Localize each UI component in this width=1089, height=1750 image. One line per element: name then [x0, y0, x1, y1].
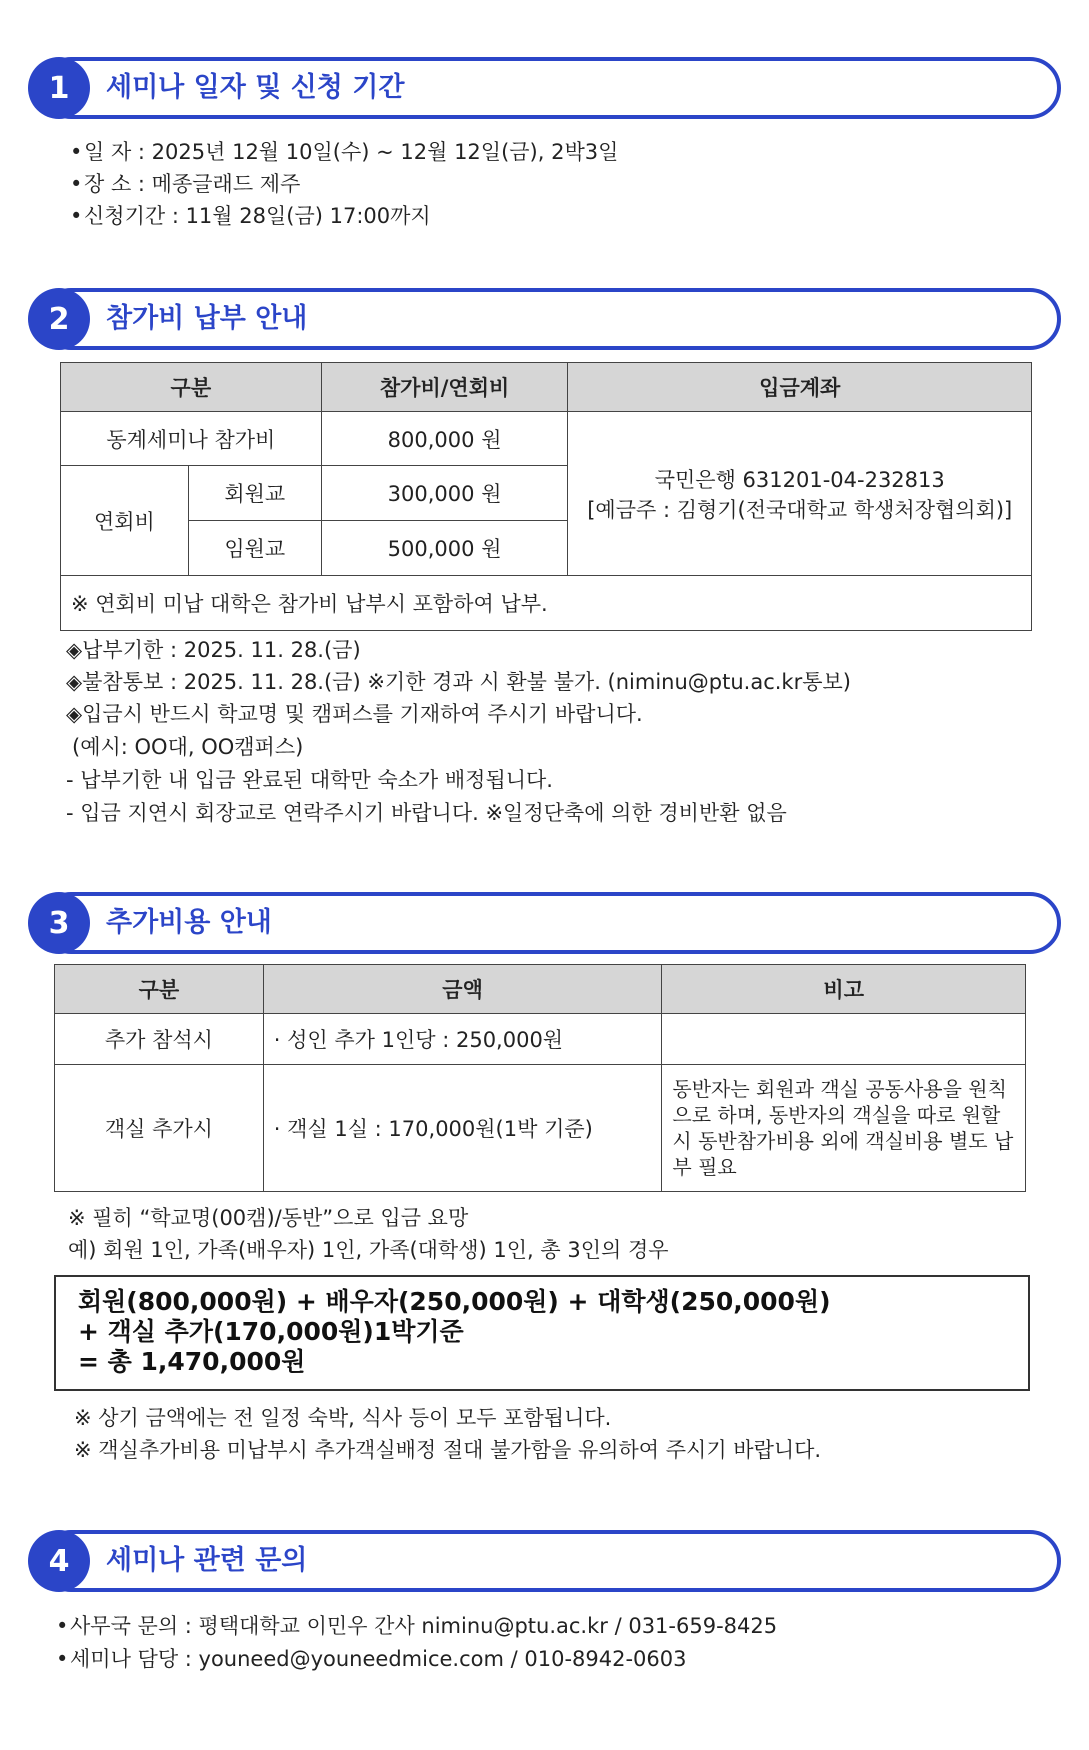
header-category: 구분: [55, 965, 264, 1014]
extra-room-amount: · 객실 1실 : 170,000원(1박 기준): [263, 1065, 662, 1192]
seminar-fee-label: 동계세미나 참가비: [61, 412, 322, 466]
executive-school-value: 500,000 원: [321, 521, 568, 576]
account-info: [568, 412, 1032, 576]
section-4-header: [28, 1530, 1061, 1592]
deposit-example: (예시: OO대, OO캠퍼스): [72, 735, 304, 759]
header-fee: 참가비/연회비: [321, 363, 568, 412]
account-holder: [예금주 : 김형기(전국대학교 학생처장협의회)]: [587, 497, 1013, 522]
member-school-label: 회원교: [188, 466, 321, 521]
section-number: 2: [28, 288, 90, 350]
extra-attendee-label: 추가 참석시: [55, 1014, 264, 1065]
section-2-header: [28, 288, 1061, 350]
example-intro: 예) 회원 1인, 가족(배우자) 1인, 가족(대학생) 1인, 총 3인의 경우: [68, 1238, 669, 1262]
header-account: 입금계좌: [568, 363, 1032, 412]
example-total: = 총 1,470,000원: [78, 1347, 306, 1376]
section-number: 3: [28, 892, 90, 954]
header-amount: 금액: [263, 965, 662, 1014]
late-payment-note: - 입금 지연시 회장교로 연락주시기 바랍니다. ※일정단축에 의한 경비반환 없음: [66, 801, 787, 825]
annual-fee-label: 연회비: [61, 466, 189, 576]
application-period-line: •신청기간 : 11월 28일(금) 17:00까지: [70, 204, 431, 228]
date-line: •일 자 : 2025년 12월 10일(수) ~ 12월 12일(금), 2박3일: [70, 140, 619, 164]
venue-line: •장 소 : 메종글래드 제주: [70, 172, 301, 196]
section-number: 1: [28, 57, 90, 119]
room-warning-note: ※ 객실추가비용 미납부시 추가객실배정 절대 불가함을 유의하여 주시기 바랍니다.: [74, 1438, 822, 1462]
section-number: 4: [28, 1530, 90, 1592]
seminar-fee-value: 800,000 원: [321, 412, 568, 466]
member-school-value: 300,000 원: [321, 466, 568, 521]
section-title: 세미나 관련 문의: [106, 1545, 308, 1576]
extra-room-remark: 동반자는 회원과 객실 공동사용을 원칙으로 하며, 동반자의 객실을 따로 원할시 동반참가비용 외에 객실비용 별도 납부 필요: [662, 1065, 1026, 1192]
calculation-example-box: [54, 1275, 1030, 1391]
additional-cost-table: [54, 964, 1026, 1192]
inclusion-note: ※ 상기 금액에는 전 일정 숙박, 식사 등이 모두 포함됩니다.: [74, 1406, 612, 1430]
deposit-name-note: ※ 필히 “학교명(00캠)/동반”으로 입금 요망: [68, 1206, 469, 1230]
section-title: 추가비용 안내: [106, 907, 272, 938]
accommodation-note: - 납부기한 내 입금 완료된 대학만 숙소가 배정됩니다.: [66, 768, 553, 792]
extra-room-label: 객실 추가시: [55, 1065, 264, 1192]
section-1-header: [28, 57, 1061, 119]
seminar-contact: •세미나 담당 : youneed@youneedmice.com / 010-8942-0603: [56, 1647, 687, 1671]
header-category: 구분: [61, 363, 322, 412]
account-bank: 국민은행 631201-04-232813: [654, 467, 945, 492]
section-title: 참가비 납부 안내: [106, 303, 308, 334]
section-title: 세미나 일자 및 신청 기간: [106, 72, 405, 103]
fee-table: [60, 362, 1032, 631]
payment-deadline: ◈납부기한 : 2025. 11. 28.(금): [66, 638, 361, 662]
cancellation-notice: ◈불참통보 : 2025. 11. 28.(금) ※기한 경과 시 환불 불가. (niminu@ptu.ac.kr통보): [66, 670, 851, 694]
executive-school-label: 임원교: [188, 521, 321, 576]
example-line: 회원(800,000원) + 배우자(250,000원) + 대학생(250,000원): [78, 1287, 831, 1316]
section-3-header: [28, 892, 1061, 954]
extra-attendee-remark: [662, 1014, 1026, 1065]
extra-attendee-amount: · 성인 추가 1인당 : 250,000원: [263, 1014, 662, 1065]
example-line: + 객실 추가(170,000원)1박기준: [78, 1317, 464, 1346]
deposit-instruction: ◈입금시 반드시 학교명 및 캠퍼스를 기재하여 주시기 바랍니다.: [66, 702, 643, 726]
header-remark: 비고: [662, 965, 1026, 1014]
office-contact: •사무국 문의 : 평택대학교 이민우 간사 niminu@ptu.ac.kr / 031-659-8425: [56, 1614, 778, 1638]
fee-table-note: ※ 연회비 미납 대학은 참가비 납부시 포함하여 납부.: [61, 576, 1032, 631]
